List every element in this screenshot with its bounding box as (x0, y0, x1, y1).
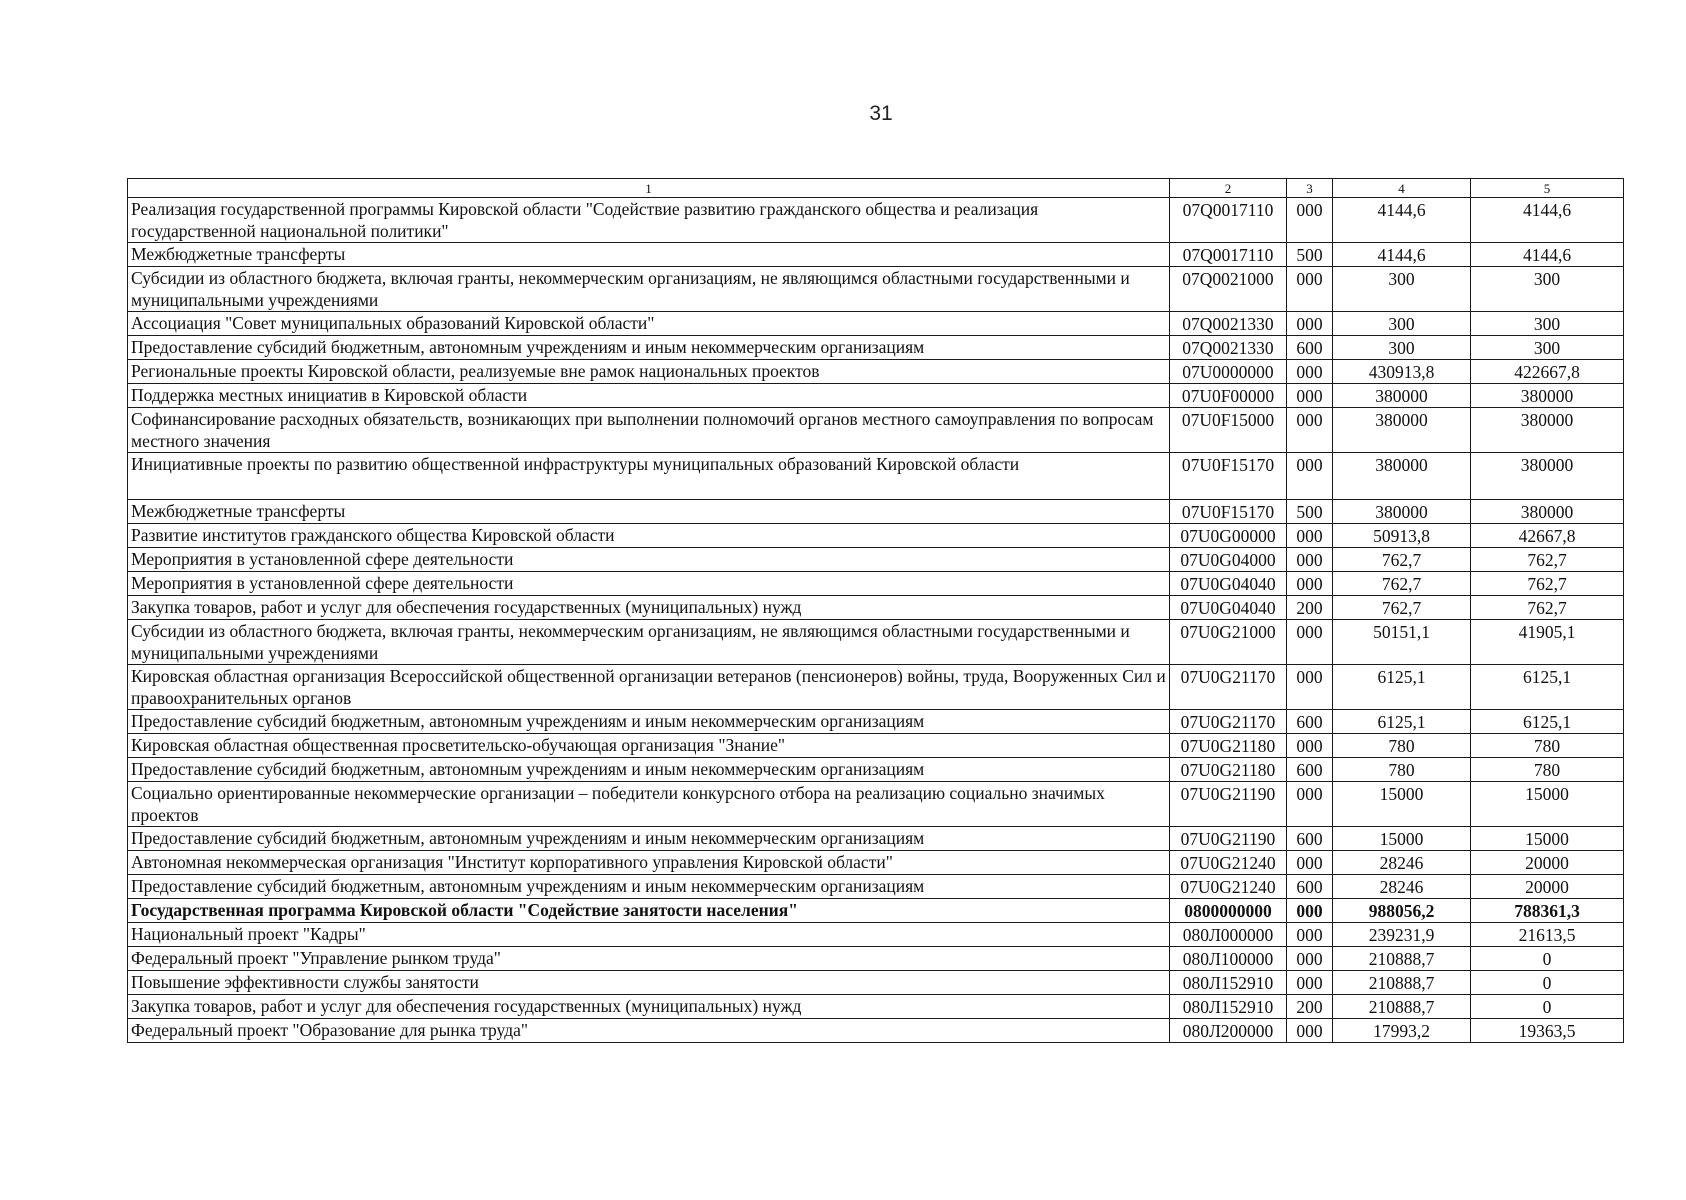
row-value-col4: 762,7 (1333, 572, 1471, 596)
row-expense-type: 000 (1287, 923, 1333, 947)
row-value-col4: 780 (1333, 758, 1471, 782)
row-code: 0800000000 (1170, 899, 1287, 923)
row-code: 07Q0021330 (1170, 336, 1287, 360)
row-code: 07U0G21240 (1170, 875, 1287, 899)
row-code: 080Л000000 (1170, 923, 1287, 947)
row-name: Предоставление субсидий бюджетным, автономным учреждениям и иным некоммерческим организациям (128, 336, 1170, 360)
row-value-col5: 300 (1471, 336, 1624, 360)
table-row (128, 243, 1624, 267)
table-body (128, 198, 1624, 1043)
row-value-col4: 50151,1 (1333, 620, 1471, 665)
budget-table (127, 178, 1624, 1043)
table-row (128, 572, 1624, 596)
row-name: Межбюджетные трансферты (128, 243, 1170, 267)
row-value-col5: 20000 (1471, 875, 1624, 899)
row-code: 080Л200000 (1170, 1019, 1287, 1043)
row-value-col5: 762,7 (1471, 548, 1624, 572)
table-row (128, 758, 1624, 782)
row-name: Закупка товаров, работ и услуг для обеспечения государственных (муниципальных) нужд (128, 995, 1170, 1019)
row-expense-type: 500 (1287, 500, 1333, 524)
page-number: 31 (869, 102, 893, 125)
row-expense-type: 000 (1287, 198, 1333, 243)
row-code: 07U0G21180 (1170, 734, 1287, 758)
row-code: 07Q0017110 (1170, 198, 1287, 243)
row-name: Федеральный проект "Образование для рынка труда" (128, 1019, 1170, 1043)
row-value-col4: 6125,1 (1333, 665, 1471, 710)
table-row (128, 899, 1624, 923)
row-code: 07Q0021000 (1170, 267, 1287, 312)
row-value-col5: 4144,6 (1471, 243, 1624, 267)
row-value-col4: 762,7 (1333, 548, 1471, 572)
row-value-col5: 19363,5 (1471, 1019, 1624, 1043)
row-expense-type: 000 (1287, 408, 1333, 453)
table-row (128, 548, 1624, 572)
table-row (128, 336, 1624, 360)
row-expense-type: 000 (1287, 572, 1333, 596)
row-code: 07U0G21180 (1170, 758, 1287, 782)
row-expense-type: 600 (1287, 875, 1333, 899)
row-name: Повышение эффективности службы занятости (128, 971, 1170, 995)
row-value-col4: 300 (1333, 267, 1471, 312)
table-row (128, 995, 1624, 1019)
row-value-col4: 28246 (1333, 875, 1471, 899)
row-code: 080Л100000 (1170, 947, 1287, 971)
row-value-col5: 788361,3 (1471, 899, 1624, 923)
row-value-col4: 17993,2 (1333, 1019, 1471, 1043)
row-name: Федеральный проект "Управление рынком труда" (128, 947, 1170, 971)
row-expense-type: 200 (1287, 596, 1333, 620)
row-value-col5: 762,7 (1471, 572, 1624, 596)
row-value-col4: 300 (1333, 336, 1471, 360)
row-value-col4: 380000 (1333, 408, 1471, 453)
row-value-col4: 239231,9 (1333, 923, 1471, 947)
row-value-col4: 28246 (1333, 851, 1471, 875)
table-row (128, 734, 1624, 758)
row-code: 07U0G21000 (1170, 620, 1287, 665)
row-expense-type: 000 (1287, 384, 1333, 408)
row-name: Межбюджетные трансферты (128, 500, 1170, 524)
row-value-col4: 4144,6 (1333, 198, 1471, 243)
row-expense-type: 000 (1287, 548, 1333, 572)
row-value-col5: 380000 (1471, 453, 1624, 500)
row-value-col5: 300 (1471, 312, 1624, 336)
row-value-col4: 50913,8 (1333, 524, 1471, 548)
row-value-col4: 380000 (1333, 384, 1471, 408)
table-row (128, 620, 1624, 665)
row-value-col5: 0 (1471, 947, 1624, 971)
row-name: Поддержка местных инициатив в Кировской области (128, 384, 1170, 408)
row-code: 07U0F00000 (1170, 384, 1287, 408)
row-name: Субсидии из областного бюджета, включая гранты, некоммерческим организациям, не являющимся областными государственными и муниципальными учреждениями (128, 620, 1170, 665)
row-value-col5: 6125,1 (1471, 665, 1624, 710)
row-value-col5: 42667,8 (1471, 524, 1624, 548)
row-expense-type: 000 (1287, 734, 1333, 758)
row-expense-type: 000 (1287, 524, 1333, 548)
table-row (128, 665, 1624, 710)
header-col-5: 5 (1471, 179, 1624, 198)
table-row (128, 360, 1624, 384)
row-value-col4: 15000 (1333, 827, 1471, 851)
table-row (128, 875, 1624, 899)
header-col-4: 4 (1333, 179, 1471, 198)
row-code: 07Q0021330 (1170, 312, 1287, 336)
row-code: 07U0F15170 (1170, 500, 1287, 524)
row-value-col5: 422667,8 (1471, 360, 1624, 384)
row-value-col5: 6125,1 (1471, 710, 1624, 734)
row-name: Кировская областная общественная просветительско-обучающая организация "Знание" (128, 734, 1170, 758)
row-expense-type: 000 (1287, 665, 1333, 710)
row-value-col4: 210888,7 (1333, 995, 1471, 1019)
row-value-col4: 380000 (1333, 500, 1471, 524)
row-expense-type: 000 (1287, 620, 1333, 665)
row-name: Кировская областная организация Всероссийской общественной организации ветеранов (пенсионеров) войны, труда, Вооруженных Сил и правоохранительных органов (128, 665, 1170, 710)
row-expense-type: 000 (1287, 453, 1333, 500)
row-name: Реализация государственной программы Кировской области "Содействие развитию гражданского общества и реализация государственной национальной политики" (128, 198, 1170, 243)
row-name: Мероприятия в установленной сфере деятельности (128, 548, 1170, 572)
row-code: 07U0G21240 (1170, 851, 1287, 875)
row-code: 07U0G04040 (1170, 572, 1287, 596)
row-code: 07U0000000 (1170, 360, 1287, 384)
row-value-col5: 780 (1471, 758, 1624, 782)
row-code: 07Q0017110 (1170, 243, 1287, 267)
row-code: 07U0G00000 (1170, 524, 1287, 548)
row-code: 07U0F15170 (1170, 453, 1287, 500)
row-name: Развитие институтов гражданского общества Кировской области (128, 524, 1170, 548)
row-value-col4: 6125,1 (1333, 710, 1471, 734)
row-value-col4: 15000 (1333, 782, 1471, 827)
row-expense-type: 000 (1287, 782, 1333, 827)
row-name: Социально ориентированные некоммерческие организации – победители конкурсного отбора на реализацию социально значимых проектов (128, 782, 1170, 827)
row-value-col5: 20000 (1471, 851, 1624, 875)
row-name: Автономная некоммерческая организация "Институт корпоративного управления Кировской области" (128, 851, 1170, 875)
table-row (128, 710, 1624, 734)
row-expense-type: 000 (1287, 360, 1333, 384)
row-value-col5: 41905,1 (1471, 620, 1624, 665)
table-row (128, 524, 1624, 548)
table-row (128, 782, 1624, 827)
row-value-col4: 210888,7 (1333, 971, 1471, 995)
row-name: Ассоциация "Совет муниципальных образований Кировской области" (128, 312, 1170, 336)
table-row (128, 851, 1624, 875)
table-row (128, 267, 1624, 312)
row-expense-type: 000 (1287, 899, 1333, 923)
row-name: Предоставление субсидий бюджетным, автономным учреждениям и иным некоммерческим организациям (128, 758, 1170, 782)
row-name: Субсидии из областного бюджета, включая гранты, некоммерческим организациям, не являющимся областными государственными и муниципальными учреждениями (128, 267, 1170, 312)
row-code: 07U0G21170 (1170, 710, 1287, 734)
table-row (128, 408, 1624, 453)
row-expense-type: 000 (1287, 851, 1333, 875)
row-name: Софинансирование расходных обязательств, возникающих при выполнении полномочий органов местного самоуправления по вопросам местного значения (128, 408, 1170, 453)
table-row (128, 923, 1624, 947)
row-name: Предоставление субсидий бюджетным, автономным учреждениям и иным некоммерческим организациям (128, 875, 1170, 899)
row-code: 07U0G21190 (1170, 782, 1287, 827)
row-expense-type: 000 (1287, 971, 1333, 995)
row-expense-type: 000 (1287, 1019, 1333, 1043)
row-name: Предоставление субсидий бюджетным, автономным учреждениям и иным некоммерческим организациям (128, 710, 1170, 734)
table-row (128, 312, 1624, 336)
row-value-col5: 380000 (1471, 384, 1624, 408)
row-value-col5: 762,7 (1471, 596, 1624, 620)
row-value-col4: 300 (1333, 312, 1471, 336)
row-code: 080Л152910 (1170, 995, 1287, 1019)
row-value-col4: 762,7 (1333, 596, 1471, 620)
header-col-2: 2 (1170, 179, 1287, 198)
row-value-col5: 15000 (1471, 782, 1624, 827)
row-name: Предоставление субсидий бюджетным, автономным учреждениям и иным некоммерческим организациям (128, 827, 1170, 851)
row-name: Мероприятия в установленной сфере деятельности (128, 572, 1170, 596)
row-expense-type: 600 (1287, 336, 1333, 360)
row-value-col5: 0 (1471, 995, 1624, 1019)
row-code: 07U0G21170 (1170, 665, 1287, 710)
row-value-col5: 21613,5 (1471, 923, 1624, 947)
row-value-col5: 380000 (1471, 500, 1624, 524)
row-code: 07U0G04000 (1170, 548, 1287, 572)
row-name: Региональные проекты Кировской области, реализуемые вне рамок национальных проектов (128, 360, 1170, 384)
row-value-col4: 210888,7 (1333, 947, 1471, 971)
budget-table-container (127, 178, 1623, 1043)
row-expense-type: 500 (1287, 243, 1333, 267)
table-row (128, 500, 1624, 524)
row-code: 080Л152910 (1170, 971, 1287, 995)
row-value-col5: 15000 (1471, 827, 1624, 851)
row-value-col5: 4144,6 (1471, 198, 1624, 243)
header-col-3: 3 (1287, 179, 1333, 198)
row-name: Государственная программа Кировской области "Содействие занятости населения" (128, 899, 1170, 923)
row-code: 07U0G04040 (1170, 596, 1287, 620)
row-expense-type: 600 (1287, 758, 1333, 782)
row-name: Инициативные проекты по развитию общественной инфраструктуры муниципальных образований Кировской области (128, 453, 1170, 500)
table-row (128, 596, 1624, 620)
row-value-col5: 380000 (1471, 408, 1624, 453)
row-value-col5: 0 (1471, 971, 1624, 995)
row-value-col5: 780 (1471, 734, 1624, 758)
column-number-header (128, 179, 1624, 198)
row-expense-type: 000 (1287, 947, 1333, 971)
row-value-col5: 300 (1471, 267, 1624, 312)
row-expense-type: 600 (1287, 827, 1333, 851)
row-value-col4: 4144,6 (1333, 243, 1471, 267)
row-expense-type: 000 (1287, 312, 1333, 336)
table-row (128, 827, 1624, 851)
table-row (128, 947, 1624, 971)
row-value-col4: 380000 (1333, 453, 1471, 500)
row-expense-type: 000 (1287, 267, 1333, 312)
header-col-1: 1 (128, 179, 1170, 198)
row-value-col4: 988056,2 (1333, 899, 1471, 923)
row-value-col4: 430913,8 (1333, 360, 1471, 384)
row-expense-type: 600 (1287, 710, 1333, 734)
row-value-col4: 780 (1333, 734, 1471, 758)
row-expense-type: 200 (1287, 995, 1333, 1019)
table-row (128, 384, 1624, 408)
table-row (128, 198, 1624, 243)
row-code: 07U0G21190 (1170, 827, 1287, 851)
row-code: 07U0F15000 (1170, 408, 1287, 453)
table-row (128, 971, 1624, 995)
table-row (128, 1019, 1624, 1043)
row-name: Национальный проект "Кадры" (128, 923, 1170, 947)
row-name: Закупка товаров, работ и услуг для обеспечения государственных (муниципальных) нужд (128, 596, 1170, 620)
table-row (128, 453, 1624, 500)
